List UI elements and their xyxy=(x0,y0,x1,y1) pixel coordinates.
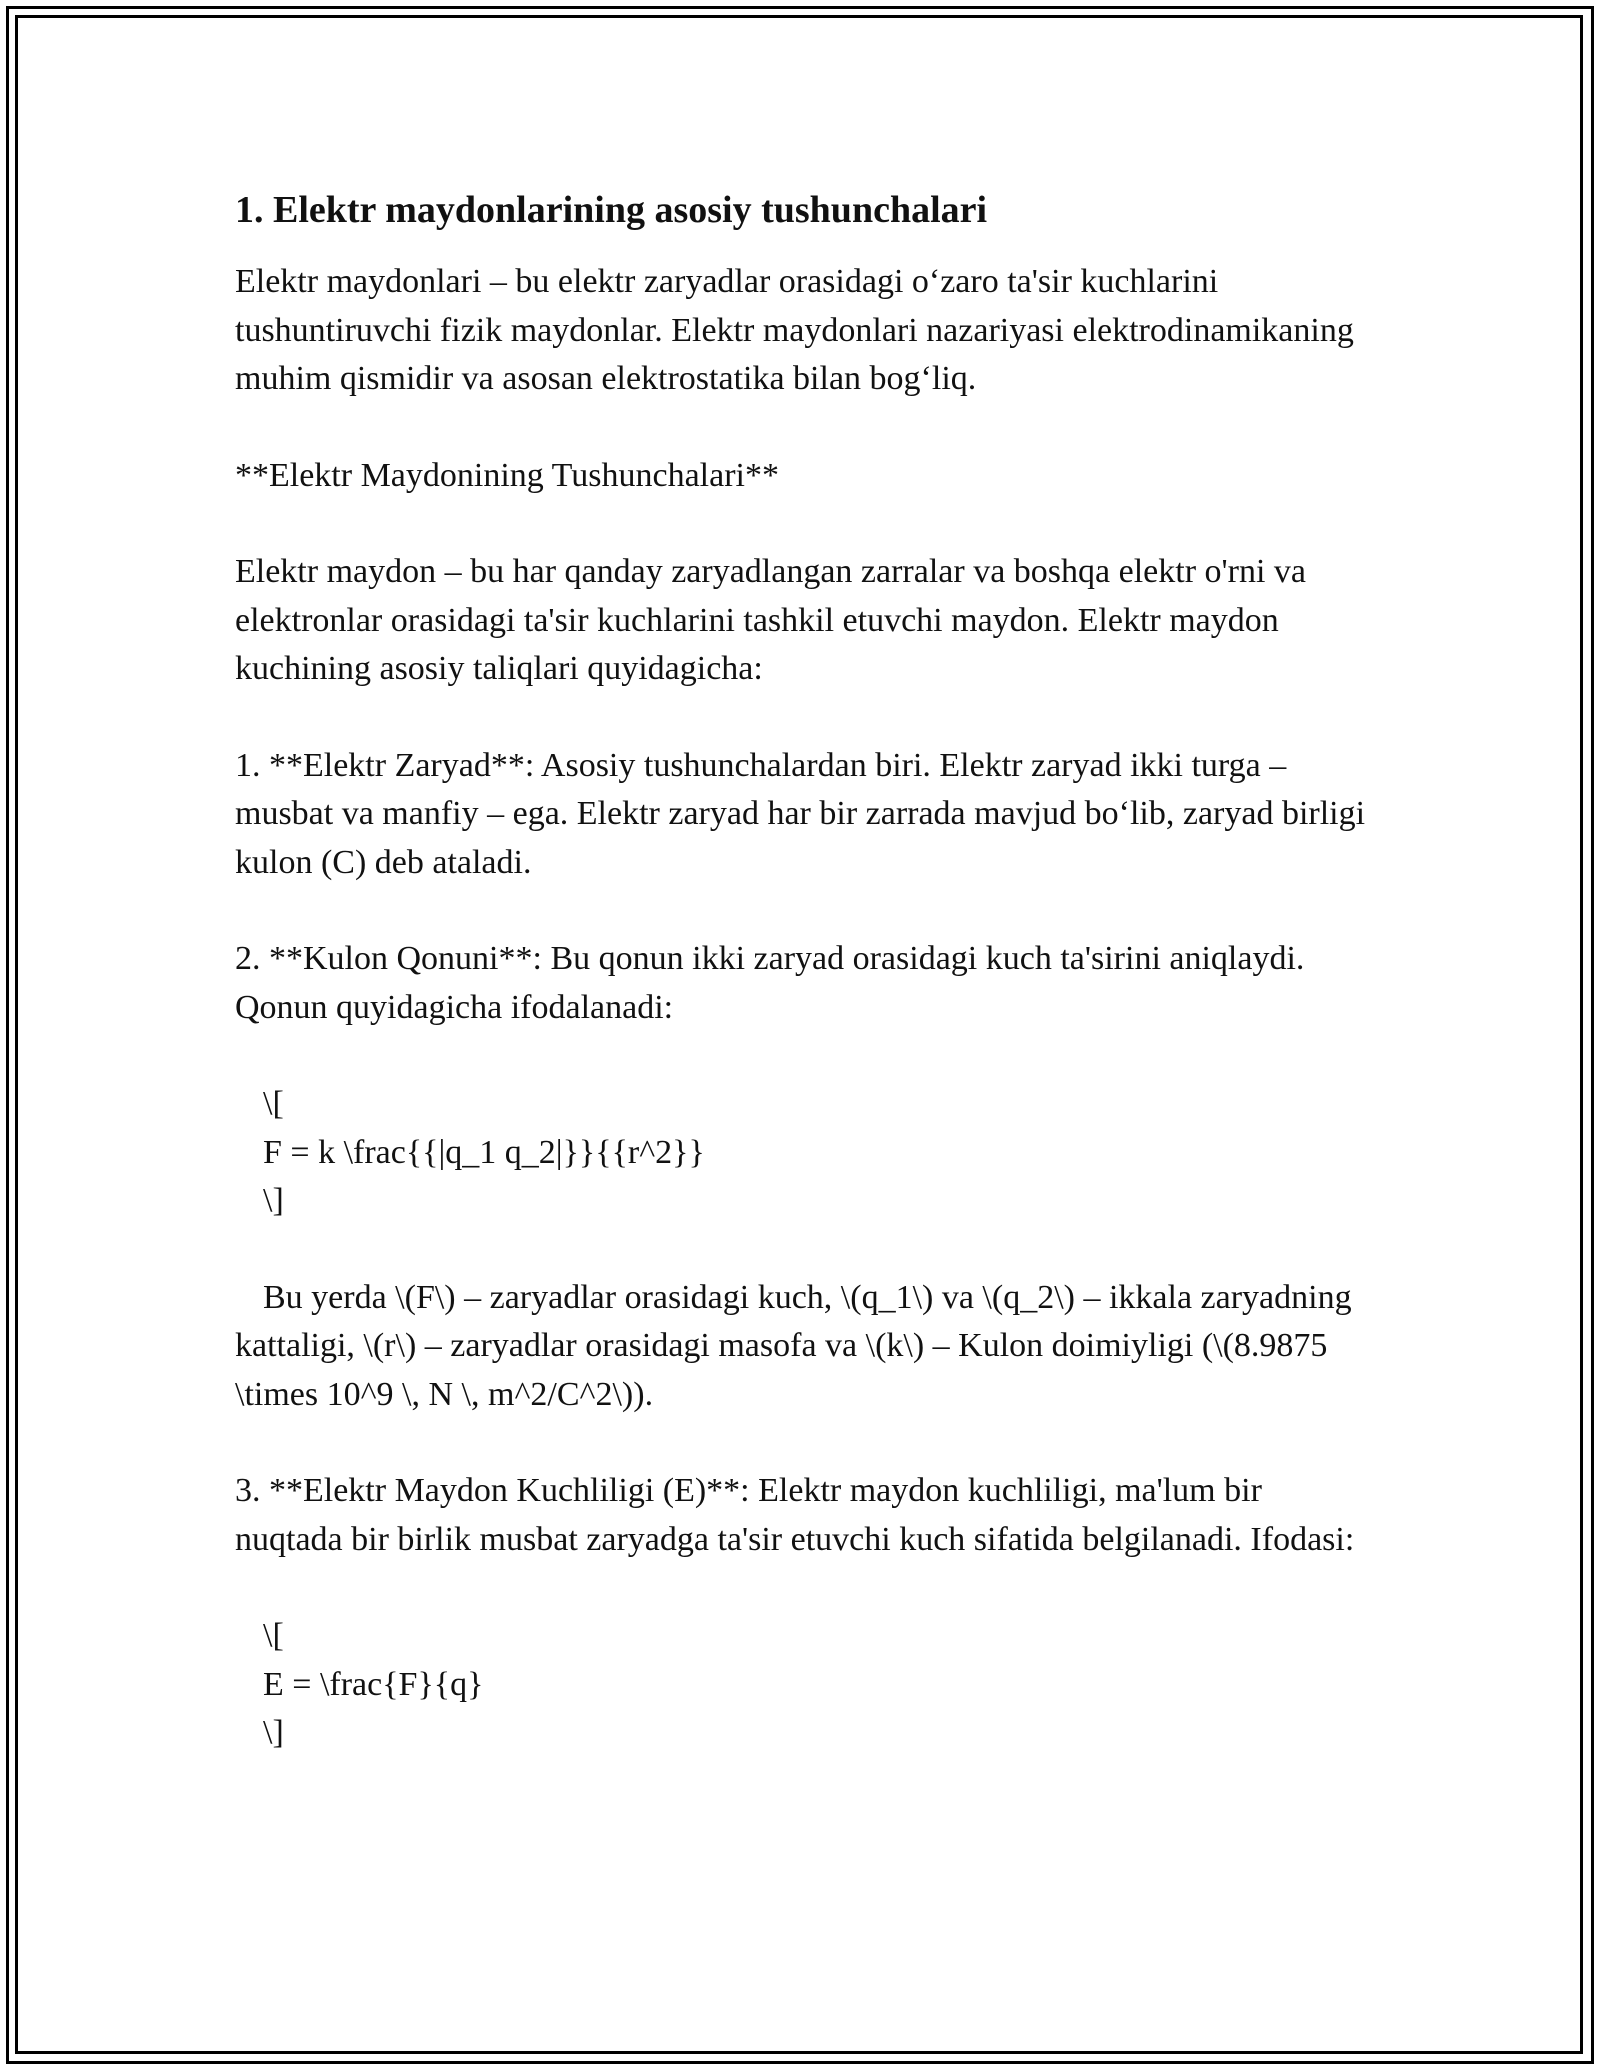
definition-paragraph: Elektr maydon – bu har qanday zaryadlangan zarralar va boshqa elektr o'rni va elektronlar orasidagi ta'sir kuchlarini tashkil etuvchi maydon. Elektr maydon kuchining asosiy taliqlari quyidagicha: xyxy=(235,553,1306,687)
list-item-electric-charge: 1. **Elektr Zaryad**: Asosiy tushunchalardan biri. Elektr zaryad ikki turga – musbat va manfiy – ega. Elektr zaryad har bir zarrada mavjud bo‘lib, zaryad birligi kulon (C) deb ataladi. xyxy=(235,746,1366,881)
formula-body: F = k \frac{{|q_1 q_2|}}{{r^2}} xyxy=(263,1133,705,1171)
coulomb-explanation-paragraph: Bu yerda \(F\) – zaryadlar orasidagi kuch, \(q_1\) va \(q_2\) – ikkala zaryadning kattaligi, \(r\) – zaryadlar orasidagi masofa va \(k\) – Kulon doimiyligi (\(8.9875 \times 10^9 \, N \, m^2/C^2\)). xyxy=(235,1278,1352,1413)
coulomb-formula xyxy=(235,1080,1375,1226)
field-strength-formula xyxy=(235,1612,1375,1758)
formula-open-delimiter: \[ xyxy=(263,1085,284,1122)
intro-paragraph: Elektr maydonlari – bu elektr zaryadlar orasidagi o‘zaro ta'sir kuchlarini tushuntiruvchi fizik maydonlar. Elektr maydonlari nazariyasi elektrodinamikaning muhim qismidir va asosan elektrostatika bilan bog‘liq. xyxy=(235,263,1354,397)
formula-body: E = \frac{F}{q} xyxy=(263,1665,484,1703)
formula-close-delimiter: \] xyxy=(263,1714,284,1751)
list-item-field-strength: 3. **Elektr Maydon Kuchliligi (E)**: Elektr maydon kuchliligi, ma'lum bir nuqtada bir birlik musbat zaryadga ta'sir etuvchi kuch sifatida belgilanadi. Ifodasi: xyxy=(235,1472,1355,1558)
formula-close-delimiter: \] xyxy=(263,1182,284,1219)
subheading-paragraph: **Elektr Maydonining Tushunchalari** xyxy=(235,456,779,494)
section-heading: 1. Elektr maydonlarining asosiy tushunchalari xyxy=(235,189,988,231)
document-body xyxy=(235,186,1375,1806)
list-item-coulomb-law: 2. **Kulon Qonuni**: Bu qonun ikki zaryad orasidagi kuch ta'sirini aniqlaydi. Qonun quyidagicha ifodalanadi: xyxy=(235,940,1305,1026)
formula-open-delimiter: \[ xyxy=(263,1617,284,1654)
